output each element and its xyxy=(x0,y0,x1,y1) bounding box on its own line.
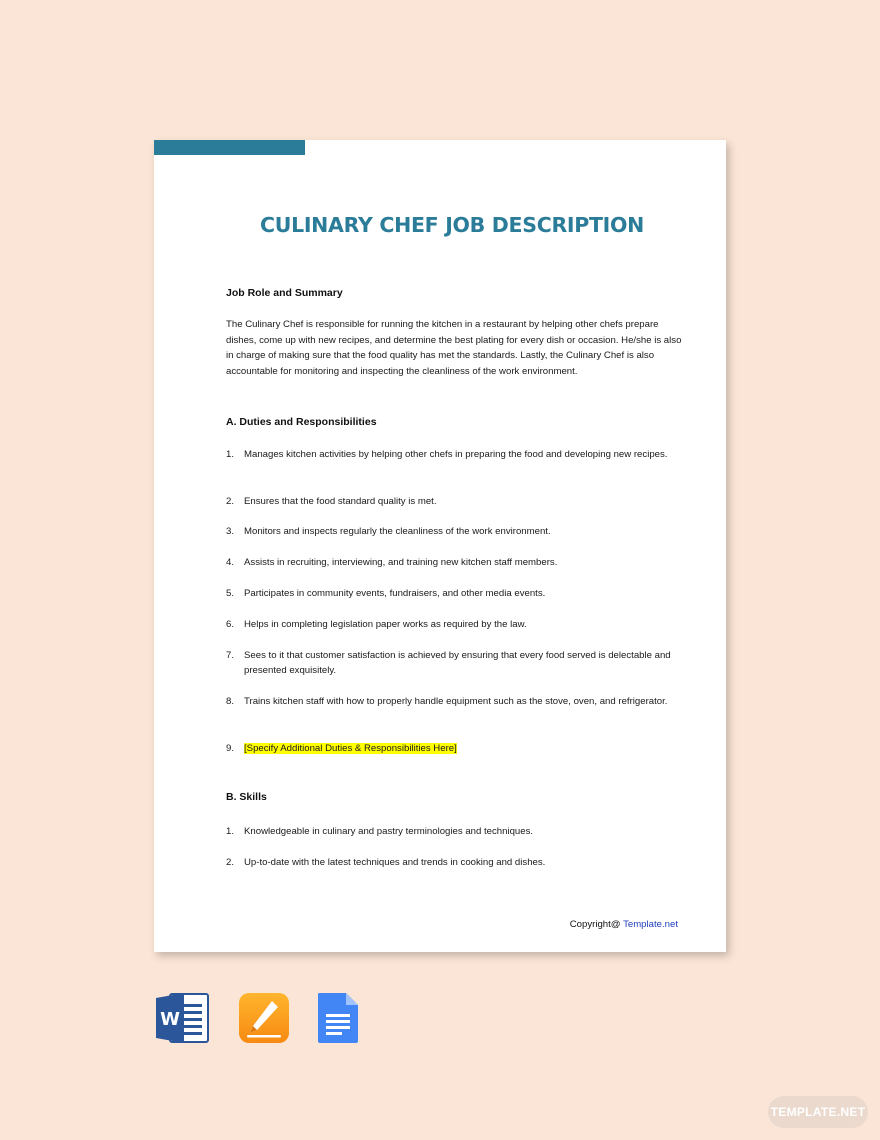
duty-text: Participates in community events, fundraisers, and other media events. xyxy=(244,588,546,599)
template-net-badge[interactable]: TEMPLATE.NET xyxy=(768,1096,868,1128)
skill-number: 2. xyxy=(226,857,235,868)
apple-pages-icon[interactable] xyxy=(238,992,290,1044)
duty-item xyxy=(226,617,688,632)
duty-number: 5. xyxy=(226,588,235,599)
duty-number: 2. xyxy=(226,496,235,507)
duty-text: Monitors and inspects regularly the cleanliness of the work environment. xyxy=(244,526,551,537)
skills-heading: B. Skills xyxy=(226,791,267,803)
duty-text: Manages kitchen activities by helping other chefs in preparing the food and developing new recipes. xyxy=(244,449,668,460)
duty-item xyxy=(226,555,688,570)
duty-number: 1. xyxy=(226,449,235,460)
accent-bar xyxy=(154,140,305,155)
duty-text: Assists in recruiting, interviewing, and training new kitchen staff members. xyxy=(244,557,558,568)
skill-number: 1. xyxy=(226,826,235,837)
duty-text: Helps in completing legislation paper works as required by the law. xyxy=(244,619,527,630)
skill-item xyxy=(226,855,688,870)
duty-number: 8. xyxy=(226,696,235,707)
duty-number: 4. xyxy=(226,557,235,568)
copyright-link[interactable]: Template.net xyxy=(623,919,678,930)
summary-paragraph: The Culinary Chef is responsible for running the kitchen in a restaurant by helping other chefs prepare dishes, come up with new recipes, and determine the best plating for every dish or occasion. He/she is also in charge of making sure that the food quality has met the standards. Lastly, the Culinary Chef is also accountable for monitoring and inspecting the cleanliness of the work environment. xyxy=(226,319,682,378)
copyright-notice xyxy=(570,919,678,930)
duty-item xyxy=(226,447,688,462)
duties-heading: A. Duties and Responsibilities xyxy=(226,416,377,428)
highlighted-placeholder-text: [Specify Additional Duties & Responsibilities Here] xyxy=(244,743,457,754)
skill-text: Knowledgeable in culinary and pastry terminologies and techniques. xyxy=(244,826,534,837)
skill-text: Up-to-date with the latest techniques and trends in cooking and dishes. xyxy=(244,857,546,868)
google-docs-icon[interactable] xyxy=(316,992,368,1044)
duty-text: Sees to it that customer satisfaction is achieved by ensuring that every food served is delectable and presented exquisitely. xyxy=(244,650,671,677)
duty-number: 6. xyxy=(226,619,235,630)
duty-text: Trains kitchen staff with how to properly handle equipment such as the stove, oven, and refrigerator. xyxy=(244,696,668,707)
duty-item-placeholder xyxy=(226,741,688,756)
duty-item xyxy=(226,648,688,679)
duty-text: Ensures that the food standard quality is met. xyxy=(244,496,437,507)
duty-item xyxy=(226,694,688,709)
copyright-label: Copyright@ xyxy=(569,919,621,930)
summary-heading: Job Role and Summary xyxy=(226,287,343,299)
duty-item xyxy=(226,586,688,601)
duty-item xyxy=(226,494,688,509)
skill-item xyxy=(226,824,688,839)
document-title: CULINARY CHEF JOB DESCRIPTION xyxy=(260,213,644,237)
microsoft-word-icon[interactable] xyxy=(156,992,208,1044)
duty-number: 9. xyxy=(226,743,235,754)
duty-item xyxy=(226,524,688,539)
document-page xyxy=(154,140,726,952)
duty-number: 7. xyxy=(226,650,235,661)
svg-text:W: W xyxy=(160,1009,180,1030)
duty-number: 3. xyxy=(226,526,235,537)
